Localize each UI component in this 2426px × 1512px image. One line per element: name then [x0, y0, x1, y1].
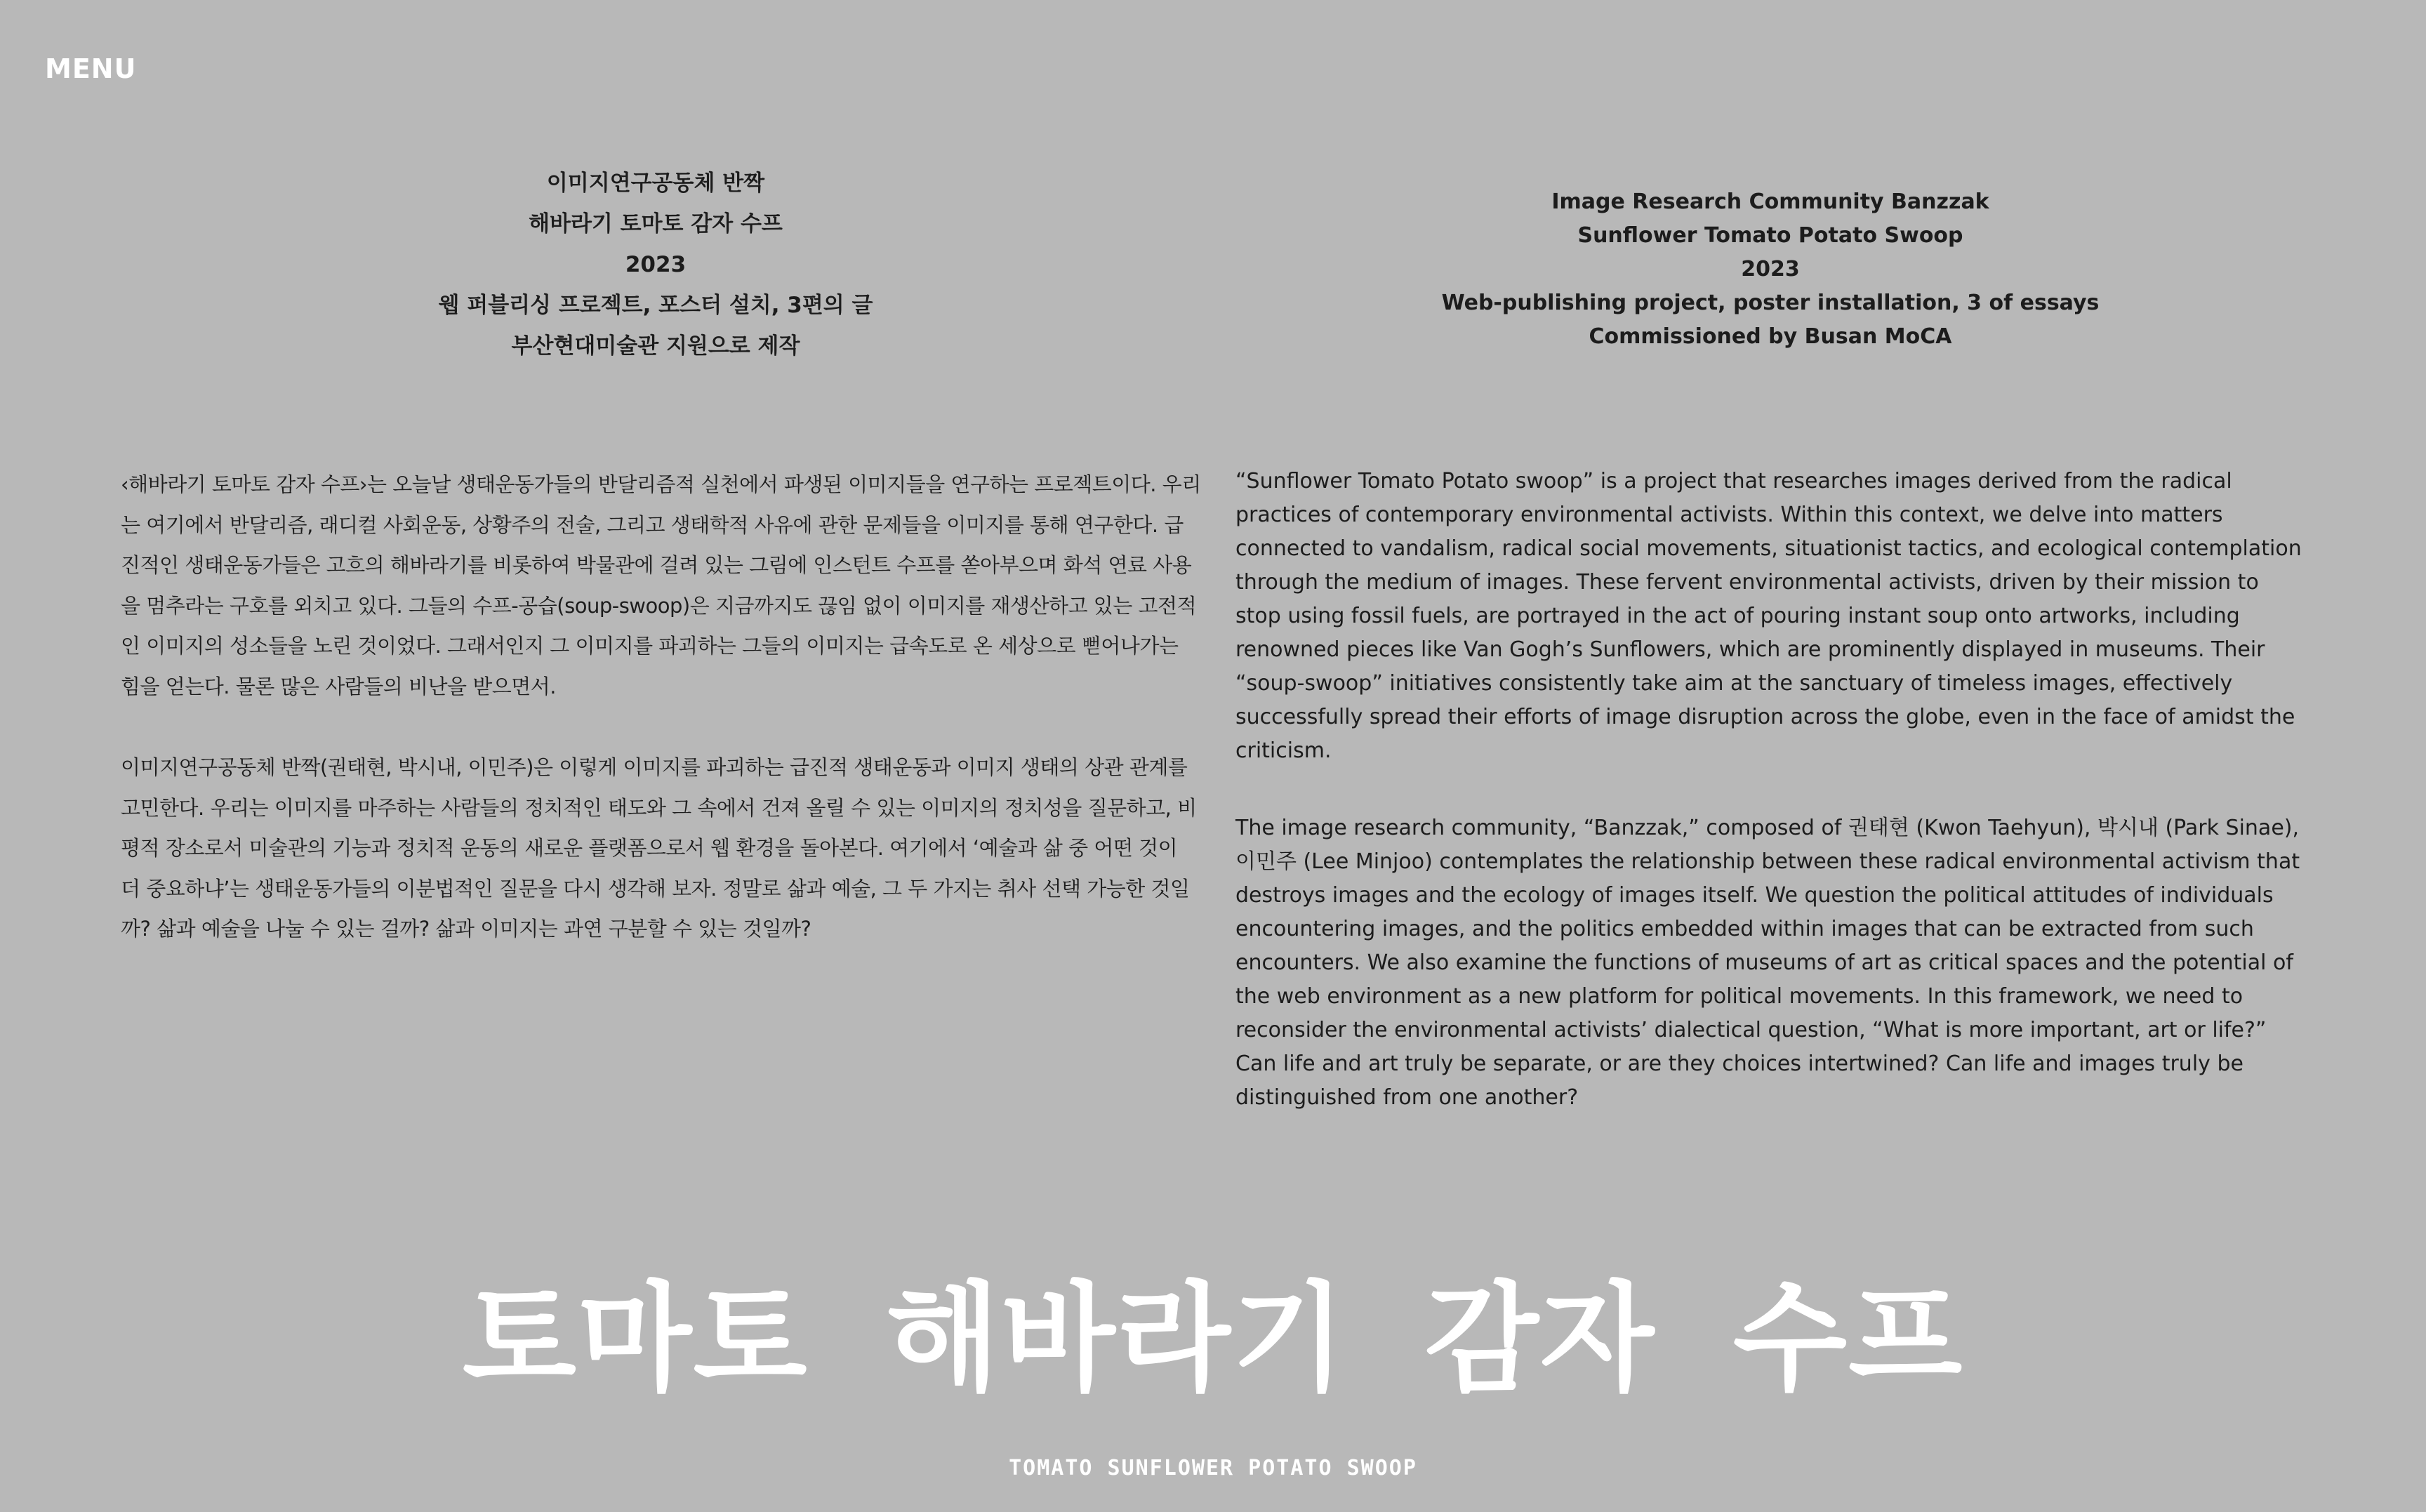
- credits-en-line: Sunflower Tomato Potato Swoop: [1577, 223, 1963, 248]
- menu-button[interactable]: MENU: [45, 53, 137, 84]
- credits-korean: [375, 163, 936, 366]
- credits-en-line: Web-publishing project, poster installation, 3 of essays: [1441, 291, 2100, 315]
- english-paragraph-1: “Sunflower Tomato Potato swoop” is a project that researches images derived from the radical practices of contemporary environmental activists. Within this context, we delve into matters connected to vandalism, radical social movements, situationist tactics, and ecological contemplation through the medium of images. These fervent environmental activists, driven by their mission to stop using fossil fuels, are portrayed in the act of pouring instant soup onto artworks, including renowned pieces like Van Gogh’s Sunflowers, which are prominently displayed in museums. Their “soup-swoop” initiatives consistently take aim at the sanctuary of timeless images, effectively successfully spread their efforts of image disruption across the globe, even in the face of amidst the criticism.: [1235, 469, 2302, 763]
- project-title-korean: 토마토 해바라기 감자 수프: [462, 1270, 1964, 1407]
- credits-ko-line: 부산현대미술관 지원으로 제작: [511, 333, 800, 359]
- credits-ko-line: 해바라기 토마토 감자 수프: [529, 211, 783, 237]
- credits-ko-line: 웹 퍼블리싱 프로젝트, 포스터 설치, 3편의 글: [438, 293, 873, 318]
- credits-en-line: 2023: [1741, 257, 1800, 281]
- korean-paragraph-2: 이미지연구공동체 반짝(권태현, 박시내, 이민주)은 이렇게 이미지를 파괴하는 급진적 생태운동과 이미지 생태의 상관 관계를 고민한다. 우리는 이미지를 마주하는 사람들의 정치적인 태도와 그 속에서 건져 올릴 수 있는 이미지의 정치성을 질문하고, 비평적 장소로서 미술관의 기능과 정치적 운동의 새로운 플랫폼으로서 웹 환경을 돌아본다. 여기에서 ‘예술과 삶 중 어떤 것이 더 중요하냐’는 생태운동가들의 이분법적인 질문을 다시 생각해 보자. 정말로 삶과 예술, 그 두 가지는 취사 선택 가능한 것일까? 삶과 예술을 나눌 수 있는 걸까? 삶과 이미지는 과연 구분할 수 있는 것일까?: [121, 755, 1197, 941]
- credits-en-line: Image Research Community Banzzak: [1551, 190, 1989, 214]
- credits-ko-line: 이미지연구공동체 반짝: [546, 171, 765, 196]
- english-description: [1235, 465, 2309, 1115]
- korean-paragraph-1: ‹해바라기 토마토 감자 수프›는 오늘날 생태운동가들의 반달리즘적 실천에서 파생된 이미지들을 연구하는 프로젝트이다. 우리는 여기에서 반달리즘, 래디컬 사회운동, 상황주의 전술, 그리고 생태학적 사유에 관한 문제들을 이미지를 통해 연구한다. 급진적인 생태운동가들은 고흐의 해바라기를 비롯하여 박물관에 걸려 있는 그림에 인스턴트 수프를 쏟아부으며 화석 연료 사용을 멈추라는 구호를 외치고 있다. 그들의 수프-공습(soup-swoop)은 지금까지도 끊임 없이 이미지를 재생산하고 있는 고전적인 이미지의 성소들을 노린 것이었다. 그래서인지 그 이미지를 파괴하는 그들의 이미지는 급속도로 온 세상으로 뻗어나가는 힘을 얻는다. 물론 많은 사람들의 비난을 받으면서.: [121, 472, 1201, 698]
- credits-english: [1349, 185, 2192, 354]
- credits-en-line: Commissioned by Busan MoCA: [1589, 324, 1952, 349]
- project-title-english: TOMATO SUNFLOWER POTATO SWOOP: [1009, 1456, 1417, 1480]
- credits-ko-line: 2023: [625, 252, 687, 277]
- korean-description: [121, 465, 1202, 950]
- english-paragraph-2: The image research community, “Banzzak,” composed of 권태현 (Kwon Taehyun), 박시내 (Park Sinae), 이민주 (Lee Minjoo) contemplates the relationship between these radical environmental activism that destroys images and the ecology of images itself. We question the political attitudes of individuals encountering images, and the politics embedded within images that can be extracted from such encounters. We also examine the functions of museums of art as critical spaces and the potential of the web environment as a new platform for political movements. In this framework, we need to reconsider the environmental activists’ dialectical question, “What is more important, art or life?” Can life and art truly be separate, or are they choices intertwined? Can life and images truly be distinguished from one another?: [1235, 816, 2300, 1110]
